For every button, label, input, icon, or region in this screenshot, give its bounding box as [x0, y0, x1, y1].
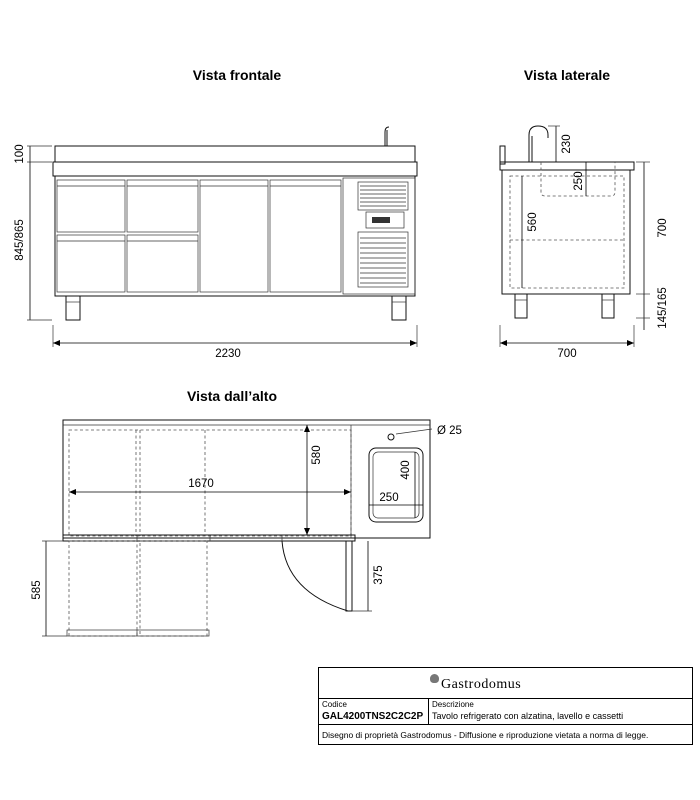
- dim-height: 845/865: [14, 219, 26, 261]
- top-view-title: Vista dall’alto: [187, 388, 277, 404]
- side-foot-left: [515, 294, 527, 318]
- drawer-1: [57, 180, 125, 232]
- dim-drawer-extension: 585: [31, 580, 43, 600]
- dim-sink-depth: 250: [573, 171, 585, 191]
- side-view: [500, 126, 669, 360]
- dim-inner-depth: 580: [311, 445, 323, 465]
- door-open: [346, 541, 352, 611]
- front-backsplash: [55, 146, 415, 162]
- dim-hole: Ø 25: [437, 425, 462, 437]
- dim-door-swing: 375: [373, 565, 385, 585]
- dim-feet: 145/165: [657, 287, 669, 329]
- dim-width: 2230: [215, 348, 241, 360]
- dim-inner-width: 1670: [188, 478, 214, 490]
- dim-depth: 700: [557, 348, 577, 360]
- dim-tap: 230: [561, 134, 573, 154]
- front-view-title: Vista frontale: [192, 67, 282, 83]
- side-foot-right: [602, 294, 614, 318]
- code-label: Codice: [322, 700, 347, 709]
- door-swing-arc: [282, 541, 348, 611]
- drawer-2: [57, 235, 125, 292]
- front-worktop: [53, 162, 417, 176]
- display-icon: [372, 217, 390, 223]
- divider: [428, 698, 429, 724]
- title-block-header: [319, 668, 692, 699]
- engine-compartment: [343, 178, 415, 294]
- door-1: [200, 180, 268, 292]
- description-label: Descrizione: [432, 700, 474, 709]
- side-body: [502, 170, 630, 294]
- side-worktop: [500, 162, 634, 170]
- dim-sink-length: 400: [400, 460, 412, 480]
- drawer-4: [127, 235, 198, 292]
- door-2: [270, 180, 341, 292]
- product-description: Tavolo refrigerato con alzatina, lavello e cassetti: [432, 711, 624, 721]
- top-view: [31, 420, 462, 636]
- front-view: [14, 127, 417, 360]
- title-block: [318, 667, 693, 745]
- divider: [319, 724, 692, 725]
- drawer-extended-2: [140, 541, 207, 636]
- front-foot-right: [392, 296, 406, 320]
- product-code: GAL4200TNS2C2C2P: [322, 711, 424, 722]
- brand-name: Gastrodomus: [441, 677, 522, 692]
- legal-notice: Disegno di proprietà Gastrodomus - Diffusione e riproduzione vietata a norma di legge.: [322, 730, 649, 740]
- dim-sink-width: 250: [379, 492, 399, 504]
- dim-inner-height: 560: [527, 212, 539, 232]
- dim-backsplash: 100: [14, 144, 26, 164]
- grille-bottom: [358, 232, 408, 287]
- tap-hole-icon: [388, 434, 394, 440]
- drawer-3: [127, 180, 198, 232]
- dim-total-height: 700: [657, 218, 669, 238]
- logo-icon: [430, 674, 439, 683]
- drawer-extended-1: [69, 541, 137, 636]
- front-foot-left: [66, 296, 80, 320]
- side-view-title: Vista laterale: [523, 67, 611, 83]
- top-outline: [63, 420, 430, 538]
